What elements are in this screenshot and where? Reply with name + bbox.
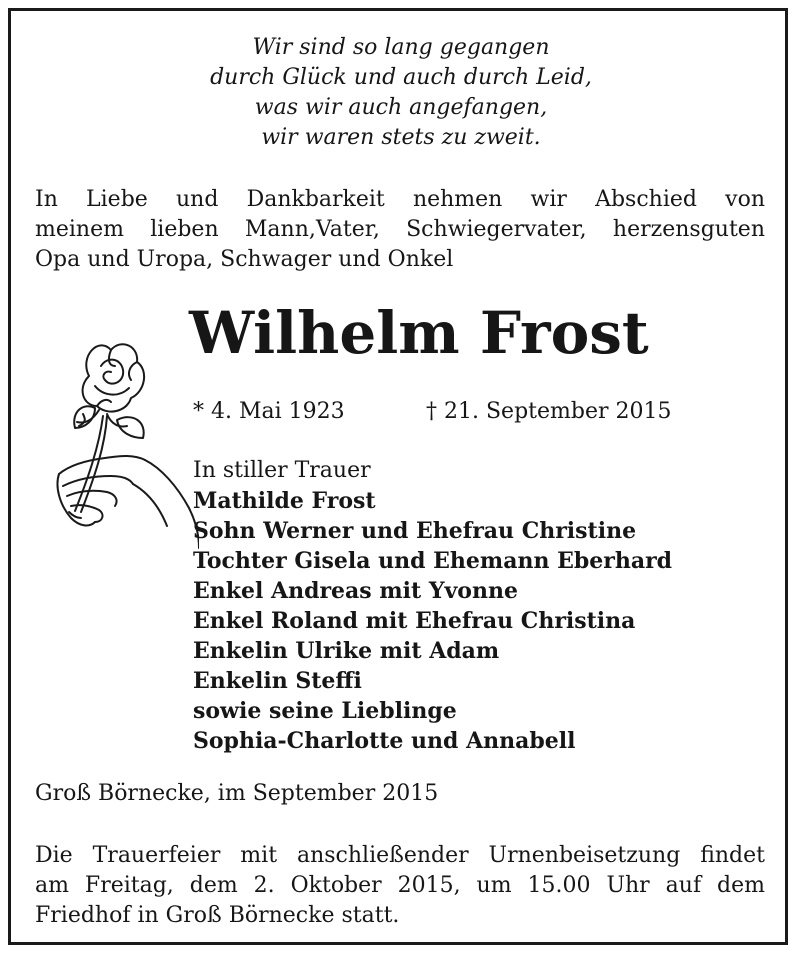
poem-line: durch Glück und auch durch Leid,	[210, 65, 592, 90]
mourner-name: Enkel Roland mit Ehefrau Christina	[193, 608, 636, 634]
mourner-name: Enkel Andreas mit Yvonne	[193, 578, 518, 604]
farewell-text	[35, 185, 765, 275]
rose-in-hand-icon	[49, 336, 199, 551]
life-dates	[193, 397, 672, 427]
mourners-block	[193, 456, 672, 756]
mourner-name: Enkelin Steffi	[193, 668, 362, 694]
mourner-name: Enkelin Ulrike mit Adam	[193, 638, 500, 664]
farewell-line: Opa und Uropa, Schwager und Onkel	[35, 247, 454, 272]
mourners-heading: In stiller Trauer	[193, 458, 371, 483]
ceremony-line: am Freitag, dem 2. Oktober 2015, um 15.00 Uhr auf dem	[35, 873, 765, 898]
mourner-name: sowie seine Lieblinge	[193, 698, 457, 724]
obituary-frame	[8, 8, 788, 945]
ceremony-line: Friedhof in Groß Börnecke statt.	[35, 903, 400, 928]
place-and-date: Groß Börnecke, im September 2015	[35, 781, 439, 806]
death-date: † 21. September 2015	[426, 399, 672, 424]
farewell-line: In Liebe und Dankbarkeit nehmen wir Abschied von	[35, 187, 765, 212]
ceremony-notice	[35, 841, 765, 931]
poem-line: wir waren stets zu zweit.	[261, 125, 541, 150]
poem	[11, 33, 791, 153]
ceremony-line: Die Trauerfeier mit anschließender Urnenbeisetzung findet	[35, 843, 765, 868]
deceased-name: Wilhelm Frost	[189, 299, 649, 367]
mourner-name: Mathilde Frost	[193, 488, 376, 514]
birth-date: * 4. Mai 1923	[193, 399, 345, 424]
mourner-name: Sohn Werner und Ehefrau Christine	[193, 518, 637, 544]
poem-line: was wir auch angefangen,	[254, 95, 548, 120]
farewell-line: meinem lieben Mann,Vater, Schwiegervater, herzensguten	[35, 217, 765, 242]
poem-line: Wir sind so lang gegangen	[252, 35, 550, 60]
mourner-name: Tochter Gisela und Ehemann Eberhard	[193, 548, 673, 574]
mourner-name: Sophia-Charlotte und Annabell	[193, 728, 576, 754]
